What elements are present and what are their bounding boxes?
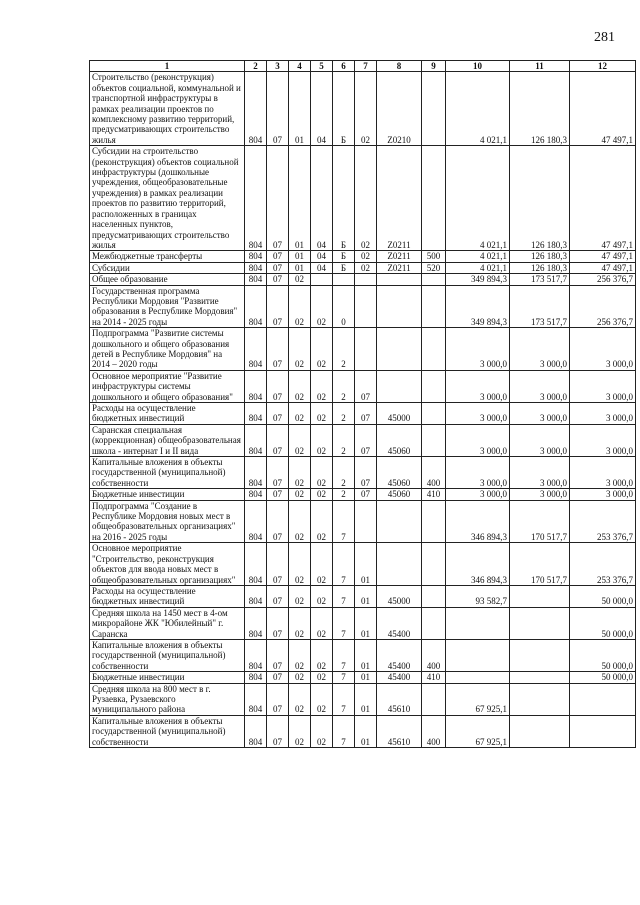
row-value-cell [446,639,510,671]
column-header: 5 [311,61,333,72]
row-value-cell: 02 [289,639,311,671]
row-value-cell: 3 000,0 [510,328,570,371]
table-row [90,672,636,683]
row-value-cell: 07 [267,672,289,683]
row-value-cell: 804 [245,72,267,146]
row-value-cell: 4 021,1 [446,251,510,262]
row-value-cell: 07 [267,424,289,456]
row-name-cell: Средняя школа на 1450 мест в 4-ом микрорайоне ЖК "Юбилейный" г. Саранска [90,607,245,639]
row-value-cell: 07 [267,262,289,273]
row-value-cell: 02 [289,370,311,402]
row-value-cell: 02 [311,715,333,747]
row-value-cell: 67 925,1 [446,715,510,747]
row-value-cell [377,370,422,402]
table-row [90,403,636,425]
row-value-cell: 410 [422,672,446,683]
row-value-cell: 256 376,7 [570,285,636,328]
row-value-cell: 02 [311,585,333,607]
table-row [90,683,636,715]
row-value-cell: 07 [267,683,289,715]
row-value-cell: 45400 [377,607,422,639]
row-value-cell: 01 [355,683,377,715]
row-value-cell: 45000 [377,403,422,425]
row-value-cell: 3 000,0 [446,328,510,371]
row-value-cell: Z0211 [377,251,422,262]
row-value-cell [510,672,570,683]
row-value-cell: 07 [267,285,289,328]
row-value-cell: 02 [289,328,311,371]
row-value-cell: 02 [311,683,333,715]
row-value-cell: 02 [355,146,377,251]
row-value-cell: 02 [289,585,311,607]
row-name-cell: Капитальные вложения в объекты государственной (муниципальной) собственности [90,715,245,747]
row-value-cell: 07 [267,274,289,285]
column-header: 9 [422,61,446,72]
row-value-cell [422,543,446,586]
row-name-cell: Основное мероприятие "Развитие инфраструктуры системы дошкольного и общего образования" [90,370,245,402]
table-row [90,328,636,371]
row-value-cell: Б [333,251,355,262]
row-value-cell: 07 [267,607,289,639]
row-value-cell [355,274,377,285]
row-value-cell: Б [333,146,355,251]
row-value-cell: 45400 [377,639,422,671]
table-row [90,639,636,671]
row-value-cell: 67 925,1 [446,683,510,715]
row-value-cell: 07 [267,489,289,500]
row-value-cell: 346 894,3 [446,543,510,586]
row-value-cell: 804 [245,370,267,402]
row-value-cell: 02 [311,370,333,402]
table-row [90,607,636,639]
column-header: 1 [90,61,245,72]
row-name-cell: Подпрограмма "Создание в Республике Мордовия новых мест в общеобразовательных организациях" на 2016 - 2025 годы [90,500,245,543]
row-value-cell: 400 [422,639,446,671]
table-row [90,285,636,328]
row-value-cell: 804 [245,285,267,328]
row-value-cell: 02 [355,251,377,262]
table-row [90,274,636,285]
row-value-cell: 07 [267,543,289,586]
row-value-cell: 01 [289,146,311,251]
row-value-cell: 01 [355,585,377,607]
table-row [90,72,636,146]
row-value-cell [355,500,377,543]
row-value-cell: 4 021,1 [446,72,510,146]
row-value-cell: 804 [245,639,267,671]
row-value-cell: 04 [311,251,333,262]
table-row [90,457,636,489]
row-value-cell: 4 021,1 [446,146,510,251]
row-value-cell: 3 000,0 [510,403,570,425]
row-value-cell: 04 [311,72,333,146]
row-value-cell: 01 [355,607,377,639]
table-row [90,543,636,586]
row-value-cell: 02 [311,424,333,456]
row-value-cell: 07 [267,370,289,402]
row-value-cell: 7 [333,683,355,715]
row-value-cell: 02 [289,672,311,683]
row-value-cell: 349 894,3 [446,285,510,328]
row-value-cell: 47 497,1 [570,72,636,146]
row-value-cell: 804 [245,672,267,683]
table-row [90,424,636,456]
row-value-cell [355,328,377,371]
row-value-cell: 07 [267,457,289,489]
column-header: 6 [333,61,355,72]
row-value-cell [422,607,446,639]
row-value-cell: 47 497,1 [570,251,636,262]
row-value-cell: 02 [311,403,333,425]
row-value-cell [422,72,446,146]
row-name-cell: Общее образование [90,274,245,285]
row-value-cell: Б [333,262,355,273]
row-value-cell: 804 [245,500,267,543]
row-value-cell: 02 [289,274,311,285]
row-value-cell: 3 000,0 [446,424,510,456]
row-value-cell: 253 376,7 [570,500,636,543]
row-value-cell: 804 [245,543,267,586]
row-value-cell: 02 [311,285,333,328]
row-value-cell: 07 [267,146,289,251]
row-value-cell: 07 [355,457,377,489]
row-value-cell: 01 [289,72,311,146]
row-value-cell [377,543,422,586]
row-value-cell: 500 [422,251,446,262]
row-value-cell: 4 021,1 [446,262,510,273]
row-value-cell: 126 180,3 [510,72,570,146]
row-value-cell: 804 [245,489,267,500]
row-value-cell: 07 [267,585,289,607]
row-value-cell: 126 180,3 [510,251,570,262]
row-value-cell: 3 000,0 [446,370,510,402]
row-value-cell [446,672,510,683]
row-name-cell: Строительство (реконструкция) объектов социальной, коммунальной и транспортной инфраструктуры в рамках реализации проектов по комплексному развитию территорий, предусматривающих строительство жилья [90,72,245,146]
row-value-cell: 45610 [377,715,422,747]
row-value-cell: 02 [311,607,333,639]
row-value-cell: 02 [311,457,333,489]
row-value-cell: 02 [289,403,311,425]
row-value-cell: 07 [267,715,289,747]
row-value-cell: 02 [289,285,311,328]
row-value-cell: 01 [355,715,377,747]
row-value-cell: 7 [333,607,355,639]
row-value-cell: 07 [267,403,289,425]
row-value-cell: 804 [245,607,267,639]
row-value-cell: 400 [422,457,446,489]
row-value-cell: 2 [333,370,355,402]
table-header-row [90,61,636,72]
row-name-cell: Бюджетные инвестиции [90,489,245,500]
row-value-cell: 02 [289,683,311,715]
row-name-cell: Межбюджетные трансферты [90,251,245,262]
row-value-cell [333,274,355,285]
row-value-cell: 93 582,7 [446,585,510,607]
row-value-cell: 3 000,0 [570,457,636,489]
row-value-cell: 3 000,0 [510,370,570,402]
row-value-cell: 804 [245,262,267,273]
row-value-cell: 126 180,3 [510,262,570,273]
row-value-cell: 07 [355,370,377,402]
table-row [90,489,636,500]
row-value-cell: 170 517,7 [510,500,570,543]
row-value-cell: 3 000,0 [570,370,636,402]
row-value-cell: 04 [311,262,333,273]
row-value-cell: 47 497,1 [570,262,636,273]
row-value-cell: 256 376,7 [570,274,636,285]
row-value-cell [422,500,446,543]
row-name-cell: Основное мероприятие "Строительство, реконструкция объектов для ввода новых мест в общеобразовательных организациях" [90,543,245,586]
table-row [90,146,636,251]
column-header: 11 [510,61,570,72]
row-value-cell: 410 [422,489,446,500]
table-row [90,262,636,273]
row-value-cell [422,424,446,456]
row-value-cell: 804 [245,683,267,715]
row-value-cell [446,607,510,639]
row-value-cell [377,328,422,371]
row-value-cell: 3 000,0 [570,489,636,500]
row-value-cell: 3 000,0 [510,457,570,489]
row-name-cell: Средняя школа на 800 мест в г. Рузаевка, Рузаевского муниципального района [90,683,245,715]
row-value-cell: 3 000,0 [570,424,636,456]
row-value-cell: 07 [267,328,289,371]
row-value-cell: 804 [245,457,267,489]
row-value-cell: 804 [245,715,267,747]
row-value-cell: 02 [289,715,311,747]
row-value-cell [510,639,570,671]
row-value-cell: 3 000,0 [570,403,636,425]
row-value-cell [355,285,377,328]
row-value-cell: 02 [311,489,333,500]
row-value-cell: Z0211 [377,262,422,273]
column-header: 12 [570,61,636,72]
row-value-cell: Z0211 [377,146,422,251]
row-value-cell: 7 [333,672,355,683]
row-value-cell: 01 [289,251,311,262]
row-value-cell [570,715,636,747]
row-value-cell: 07 [267,251,289,262]
row-value-cell [510,585,570,607]
row-value-cell: 02 [311,543,333,586]
row-name-cell: Капитальные вложения в объекты государственной (муниципальной) собственности [90,457,245,489]
row-value-cell: 07 [267,500,289,543]
row-value-cell: 3 000,0 [570,328,636,371]
row-value-cell: 3 000,0 [510,424,570,456]
row-value-cell: 400 [422,715,446,747]
row-value-cell: 2 [333,457,355,489]
row-name-cell: Расходы на осуществление бюджетных инвестиций [90,403,245,425]
row-value-cell: 804 [245,251,267,262]
row-value-cell: 0 [333,285,355,328]
row-value-cell: 45060 [377,424,422,456]
row-value-cell: 02 [289,607,311,639]
row-value-cell: 2 [333,328,355,371]
column-header: 7 [355,61,377,72]
row-value-cell: Z0210 [377,72,422,146]
row-value-cell: 02 [289,500,311,543]
table-row [90,715,636,747]
row-value-cell: 2 [333,424,355,456]
row-value-cell [510,683,570,715]
row-value-cell: 02 [355,262,377,273]
table-row [90,585,636,607]
row-value-cell: 45400 [377,672,422,683]
column-header: 10 [446,61,510,72]
row-value-cell: 07 [267,72,289,146]
row-value-cell: 02 [311,639,333,671]
row-name-cell: Подпрограмма "Развитие системы дошкольного и общего образования детей в Республике Мордовия" на 2014 – 2020 годы [90,328,245,371]
row-value-cell: 07 [355,424,377,456]
row-value-cell [377,285,422,328]
row-value-cell: 7 [333,639,355,671]
row-value-cell [510,607,570,639]
row-value-cell: 01 [355,639,377,671]
row-name-cell: Субсидии на строительство (реконструкция) объектов социальной инфраструктуры (дошкольные учреждения, общеобразовательные учреждения) в рамках реализации проектов по развитию территорий, расположенных в границах населенных пунктов, предусматривающих строительство жилья [90,146,245,251]
table-row [90,370,636,402]
row-name-cell: Саранская специальная (коррекционная) общеобразовательная школа - интернат I и II вида [90,424,245,456]
row-value-cell: 804 [245,274,267,285]
row-value-cell: Б [333,72,355,146]
row-value-cell: 804 [245,328,267,371]
row-value-cell: 7 [333,543,355,586]
row-name-cell: Расходы на осуществление бюджетных инвестиций [90,585,245,607]
row-value-cell: 01 [289,262,311,273]
row-value-cell [422,370,446,402]
row-value-cell: 804 [245,585,267,607]
table-row [90,500,636,543]
row-value-cell: 47 497,1 [570,146,636,251]
row-value-cell: 45610 [377,683,422,715]
row-name-cell: Бюджетные инвестиции [90,672,245,683]
row-name-cell: Субсидии [90,262,245,273]
row-value-cell: 173 517,7 [510,285,570,328]
row-value-cell: 07 [355,403,377,425]
row-value-cell: 04 [311,146,333,251]
column-header: 3 [267,61,289,72]
row-value-cell: 2 [333,403,355,425]
row-name-cell: Государственная программа Республики Мордовия "Развитие образования в Республике Мордовия" на 2014 - 2025 годы [90,285,245,328]
column-header: 2 [245,61,267,72]
column-header: 4 [289,61,311,72]
row-value-cell [422,285,446,328]
row-value-cell [422,328,446,371]
row-value-cell: 01 [355,672,377,683]
row-value-cell [422,146,446,251]
row-value-cell [510,715,570,747]
row-value-cell: 346 894,3 [446,500,510,543]
row-value-cell: 3 000,0 [510,489,570,500]
row-value-cell: 45060 [377,457,422,489]
row-value-cell: 50 000,0 [570,585,636,607]
row-value-cell: 7 [333,715,355,747]
row-value-cell: 02 [355,72,377,146]
row-value-cell: 3 000,0 [446,457,510,489]
row-value-cell: 2 [333,489,355,500]
row-value-cell [422,403,446,425]
row-value-cell: 02 [289,543,311,586]
row-value-cell [311,274,333,285]
row-value-cell: 02 [311,672,333,683]
row-value-cell: 126 180,3 [510,146,570,251]
row-value-cell: 01 [355,543,377,586]
row-value-cell: 804 [245,403,267,425]
row-value-cell: 07 [355,489,377,500]
row-value-cell: 45000 [377,585,422,607]
row-value-cell: 02 [311,328,333,371]
row-value-cell [377,274,422,285]
row-value-cell: 50 000,0 [570,639,636,671]
row-value-cell: 7 [333,500,355,543]
row-value-cell: 02 [311,500,333,543]
row-value-cell: 173 517,7 [510,274,570,285]
row-value-cell: 3 000,0 [446,403,510,425]
row-value-cell: 07 [267,639,289,671]
row-value-cell: 50 000,0 [570,672,636,683]
table-row [90,251,636,262]
row-name-cell: Капитальные вложения в объекты государственной (муниципальной) собственности [90,639,245,671]
row-value-cell: 520 [422,262,446,273]
page-number: 281 [594,30,615,45]
row-value-cell: 02 [289,424,311,456]
row-value-cell: 7 [333,585,355,607]
row-value-cell: 804 [245,146,267,251]
row-value-cell: 349 894,3 [446,274,510,285]
row-value-cell: 50 000,0 [570,607,636,639]
row-value-cell: 253 376,7 [570,543,636,586]
row-value-cell: 170 517,7 [510,543,570,586]
row-value-cell [422,683,446,715]
row-value-cell [422,585,446,607]
row-value-cell: 02 [289,489,311,500]
row-value-cell [377,500,422,543]
budget-table [89,60,636,748]
row-value-cell: 3 000,0 [446,489,510,500]
row-value-cell [570,683,636,715]
row-value-cell: 02 [289,457,311,489]
column-header: 8 [377,61,422,72]
row-value-cell [422,274,446,285]
row-value-cell: 45060 [377,489,422,500]
row-value-cell: 804 [245,424,267,456]
